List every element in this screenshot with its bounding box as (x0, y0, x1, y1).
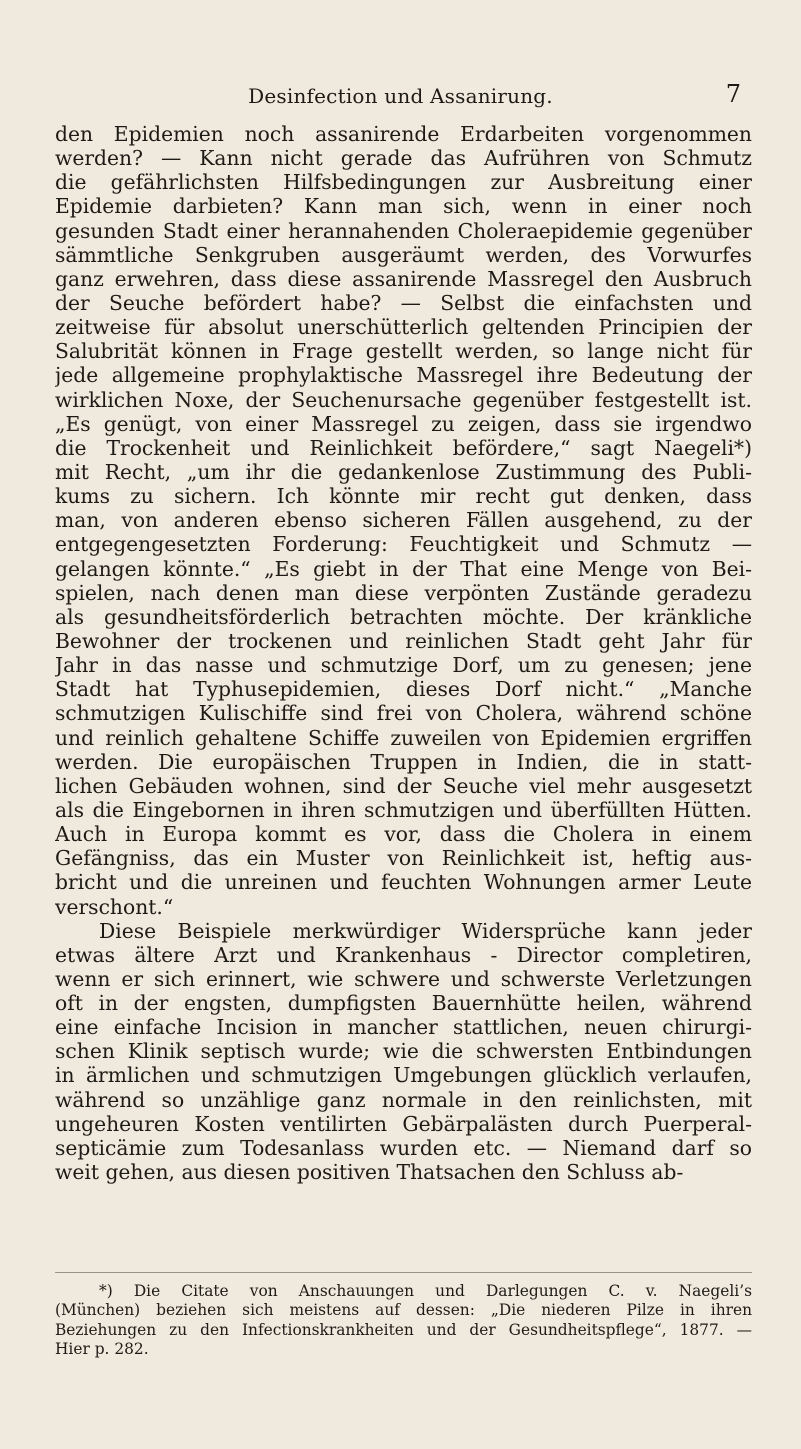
text-line: spielen, nach denen man diese verpönten Zustände geradezu (55, 580, 752, 605)
text-line: entgegengesetzten Forderung: Feuchtigkeit und Schmutz — (55, 532, 752, 557)
text-line: wenn er sich erinnert, wie schwere und schwerste Verletzungen (55, 966, 752, 991)
text-line: verschont.“ (55, 894, 174, 919)
running-head: Desinfection und Assanirung. (248, 84, 553, 108)
text-line: als gesundheitsförderlich betrachten möchte. Der kränkliche (55, 604, 752, 629)
text-line: Stadt hat Typhusepidemien, dieses Dorf nicht.“ „Manche (55, 677, 752, 702)
footnote (55, 1282, 752, 1359)
text-line: ungeheuren Kosten ventilirten Gebärpalästen durch Puerperal- (55, 1111, 752, 1136)
page-number: 7 (725, 80, 741, 108)
text-line: gesunden Stadt einer herannahenden Choleraepidemie gegenüber (55, 218, 752, 243)
text-line: kums zu sichern. Ich könnte mir recht gut denken, dass (55, 484, 752, 509)
text-line: „Es genügt, von einer Massregel zu zeigen, dass sie irgendwo (55, 411, 752, 436)
text-line: schmutzigen Kulischiffe sind frei von Cholera, während schöne (55, 701, 752, 726)
text-line: septicämie zum Todesanlass wurden etc. — Niemand darf so (55, 1135, 752, 1160)
text-line: als die Eingebornen in ihren schmutzigen und überfüllten Hütten. (55, 797, 752, 822)
text-line: Epidemie darbieten? Kann man sich, wenn in einer noch (55, 194, 752, 219)
text-line: schen Klinik septisch wurde; wie die schwersten Entbindungen (55, 1039, 752, 1064)
text-line: während so unzählige ganz normale in den reinlichsten, mit (55, 1087, 752, 1112)
text-line: etwas ältere Arzt und Krankenhaus - Director completiren, (55, 942, 752, 967)
text-line: jede allgemeine prophylaktische Massregel ihre Bedeutung der (55, 363, 752, 388)
text-line: Bewohner der trockenen und reinlichen Stadt geht Jahr für (55, 628, 752, 653)
text-line: Auch in Europa kommt es vor, dass die Cholera in einem (55, 822, 752, 847)
text-line: in ärmlichen und schmutzigen Umgebungen glücklich verlaufen, (55, 1063, 752, 1088)
text-line: ganz erwehren, dass diese assanirende Massregel den Ausbruch (55, 266, 752, 291)
text-line: werden? — Kann nicht gerade das Aufrühren von Schmutz (55, 146, 752, 171)
text-line: den Epidemien noch assanirende Erdarbeiten vorgenommen (55, 122, 752, 146)
text-line: der Seuche befördert habe? — Selbst die einfachsten und (55, 290, 752, 315)
text-line: wirklichen Noxe, der Seuchenursache gegenüber festgestellt ist. (55, 387, 752, 412)
text-line: eine einfache Incision in mancher stattlichen, neuen chirurgi- (55, 1015, 752, 1040)
text-line: die Trockenheit und Reinlichkeit befördere,“ sagt Naegeli*) (55, 435, 752, 460)
footnote-rule (55, 1272, 752, 1273)
text-line: man, von anderen ebenso sicheren Fällen ausgehend, zu der (55, 508, 752, 533)
footnote-line: Beziehungen zu den Infectionskrankheiten und der Gesundheitspflege“, 1877. — (55, 1320, 752, 1339)
text-line: weit gehen, aus diesen positiven Thatsachen den Schluss ab- (55, 1160, 684, 1185)
text-line: lichen Gebäuden wohnen, sind der Seuche viel mehr ausgesetzt (55, 773, 752, 798)
text-line: Diese Beispiele merkwürdiger Widersprüche kann jeder (99, 918, 752, 943)
footnote-line: *) Die Citate von Anschauungen und Darlegungen C. v. Naegeli’s (99, 1282, 752, 1300)
footnote-line: Hier p. 282. (55, 1339, 149, 1358)
text-line: werden. Die europäischen Truppen in Indien, die in statt- (55, 749, 752, 774)
text-line: die gefährlichsten Hilfsbedingungen zur Ausbreitung einer (55, 170, 752, 195)
text-line: Salubrität können in Frage gestellt werden, so lange nicht für (55, 339, 752, 364)
text-line: sämmtliche Senkgruben ausgeräumt werden, des Vorwurfes (55, 242, 752, 267)
text-line: mit Recht, „um ihr die gedankenlose Zustimmung des Publi- (55, 459, 752, 484)
text-line: gelangen könnte.“ „Es giebt in der That eine Menge von Bei- (55, 556, 752, 581)
text-line: bricht und die unreinen und feuchten Wohnungen armer Leute (55, 870, 752, 895)
text-line: zeitweise für absolut unerschütterlich geltenden Principien der (55, 315, 752, 340)
text-line: Gefängniss, das ein Muster von Reinlichkeit ist, heftig aus- (55, 846, 752, 871)
text-line: oft in der engsten, dumpfigsten Bauernhütte heilen, während (55, 991, 752, 1016)
main-text (55, 122, 752, 1184)
footnote-line: (München) beziehen sich meistens auf dessen: „Die niederen Pilze in ihren (55, 1301, 752, 1320)
text-line: und reinlich gehaltene Schiffe zuweilen von Epidemien ergriffen (55, 725, 752, 750)
text-line: Jahr in das nasse und schmutzige Dorf, um zu genesen; jene (55, 653, 752, 678)
